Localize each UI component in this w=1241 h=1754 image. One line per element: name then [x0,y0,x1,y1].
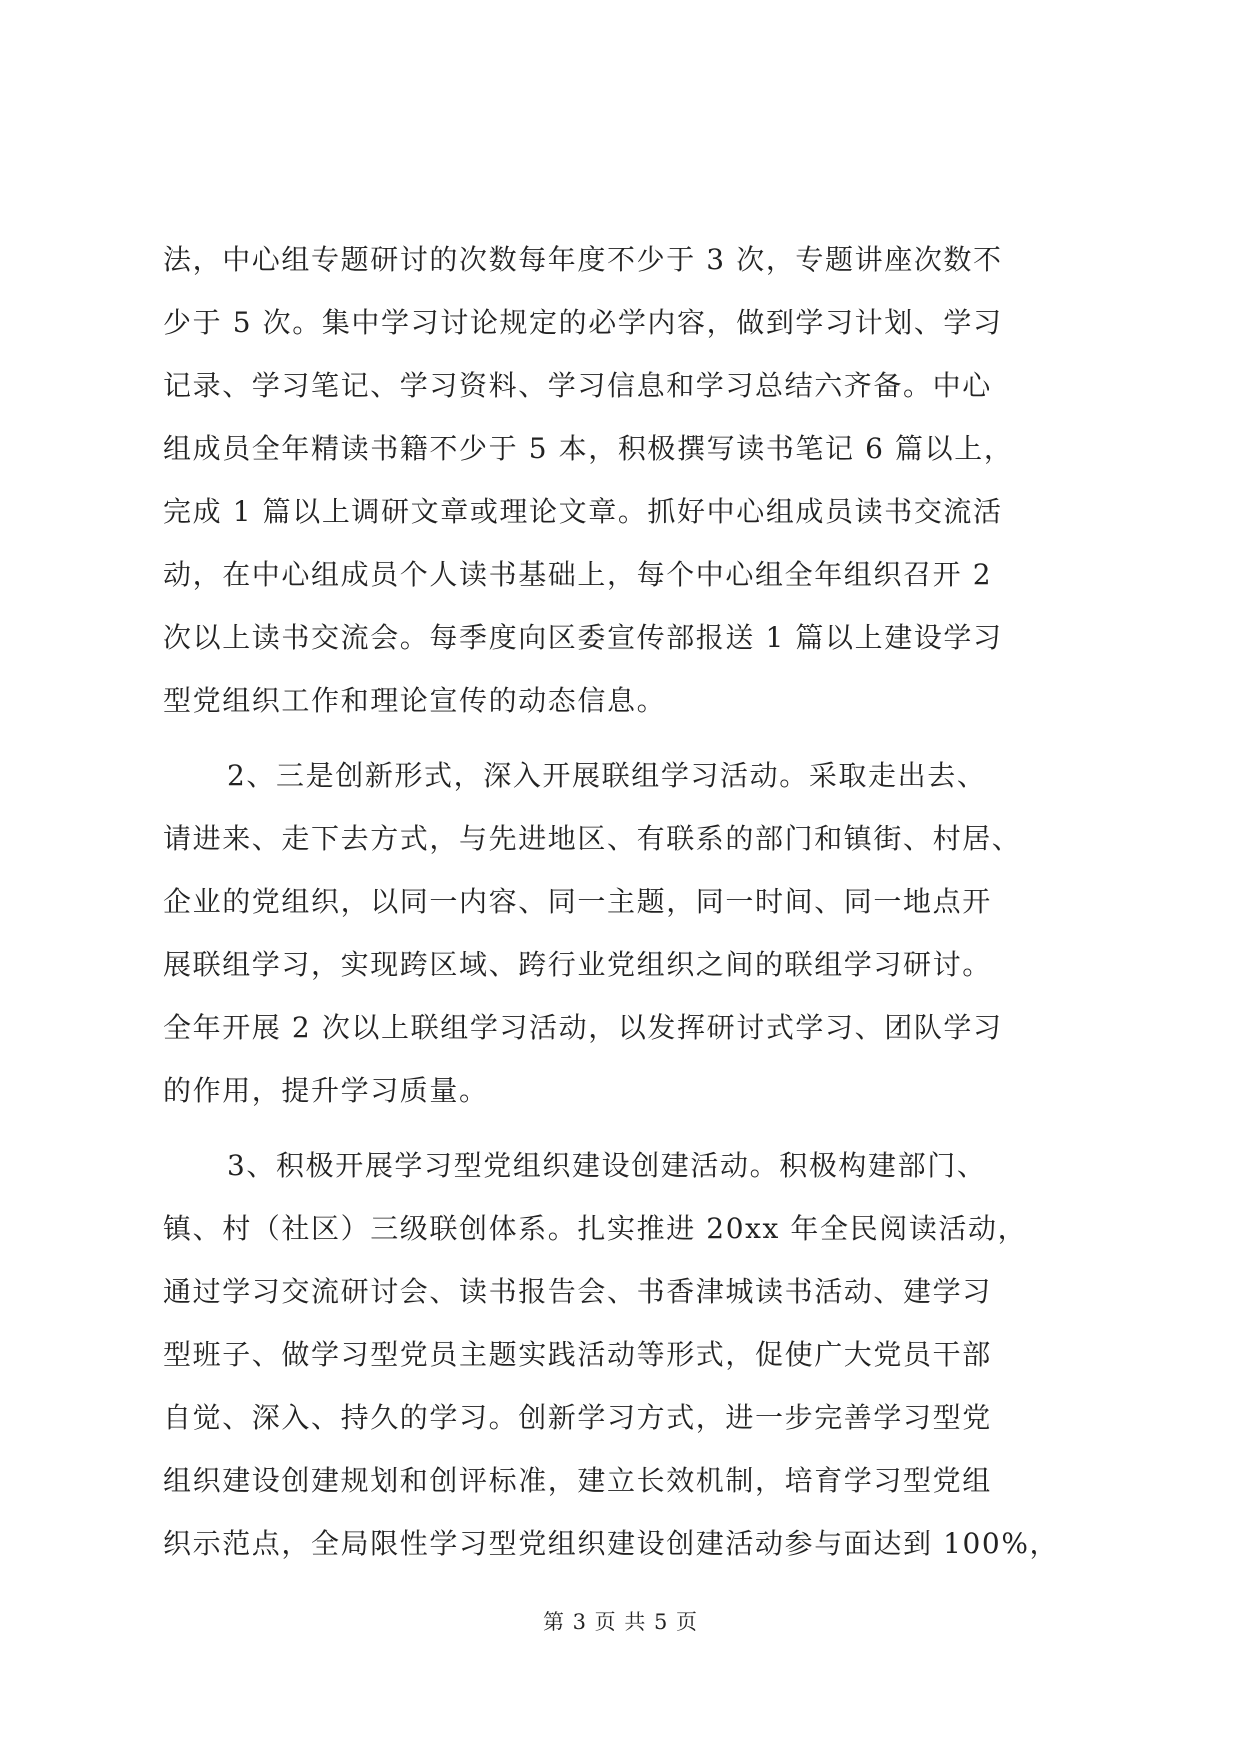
text-line: 型党组织工作和理论宣传的动态信息。 [163,684,667,717]
document-body [163,228,1079,1575]
text-line: 组织建设创建规划和创评标准，建立长效机制，培育学习型党组 [163,1464,992,1497]
text-line: 次以上读书交流会。每季度向区委宣传部报送 1 篇以上建设学习 [163,621,1003,654]
paragraph-2-start: 2、三是创新形式，深入开展联组学习活动。采取走出去、 [227,759,987,792]
text-line: 展联组学习，实现跨区域、跨行业党组织之间的联组学习研讨。 [163,948,992,981]
text-line: 请进来、走下去方式，与先进地区、有联系的部门和镇街、村居、 [163,822,1022,855]
text-line: 全年开展 2 次以上联组学习活动，以发挥研讨式学习、团队学习 [163,1011,1003,1044]
text-line: 少于 5 次。集中学习讨论规定的必学内容，做到学习计划、学习 [163,306,1003,339]
text-line: 完成 1 篇以上调研文章或理论文章。抓好中心组成员读书交流活 [163,495,1003,528]
text-line: 企业的党组织，以同一内容、同一主题，同一时间、同一地点开 [163,885,992,918]
paragraph-3-start: 3、积极开展学习型党组织建设创建活动。积极构建部门、 [227,1149,987,1182]
text-line: 织示范点，全局限性学习型党组织建设创建活动参与面达到 100%， [163,1527,1060,1560]
text-line: 法，中心组专题研讨的次数每年度不少于 3 次，专题讲座次数不 [163,243,1003,276]
text-line: 记录、学习笔记、学习资料、学习信息和学习总结六齐备。中心 [163,369,992,402]
text-line: 型班子、做学习型党员主题实践活动等形式，促使广大党员干部 [163,1338,992,1371]
page-footer: 第 3 页 共 5 页 [542,1610,699,1634]
text-line: 的作用，提升学习质量。 [163,1074,489,1107]
text-line: 组成员全年精读书籍不少于 5 本，积极撰写读书笔记 6 篇以上， [163,432,1014,465]
text-line: 自觉、深入、持久的学习。创新学习方式，进一步完善学习型党 [163,1401,992,1434]
text-line: 通过学习交流研讨会、读书报告会、书香津城读书活动、建学习 [163,1275,992,1308]
text-line: 镇、村（社区）三级联创体系。扎实推进 20xx 年全民阅读活动， [163,1212,1028,1245]
text-line: 动，在中心组成员个人读书基础上，每个中心组全年组织召开 2 [163,558,993,591]
